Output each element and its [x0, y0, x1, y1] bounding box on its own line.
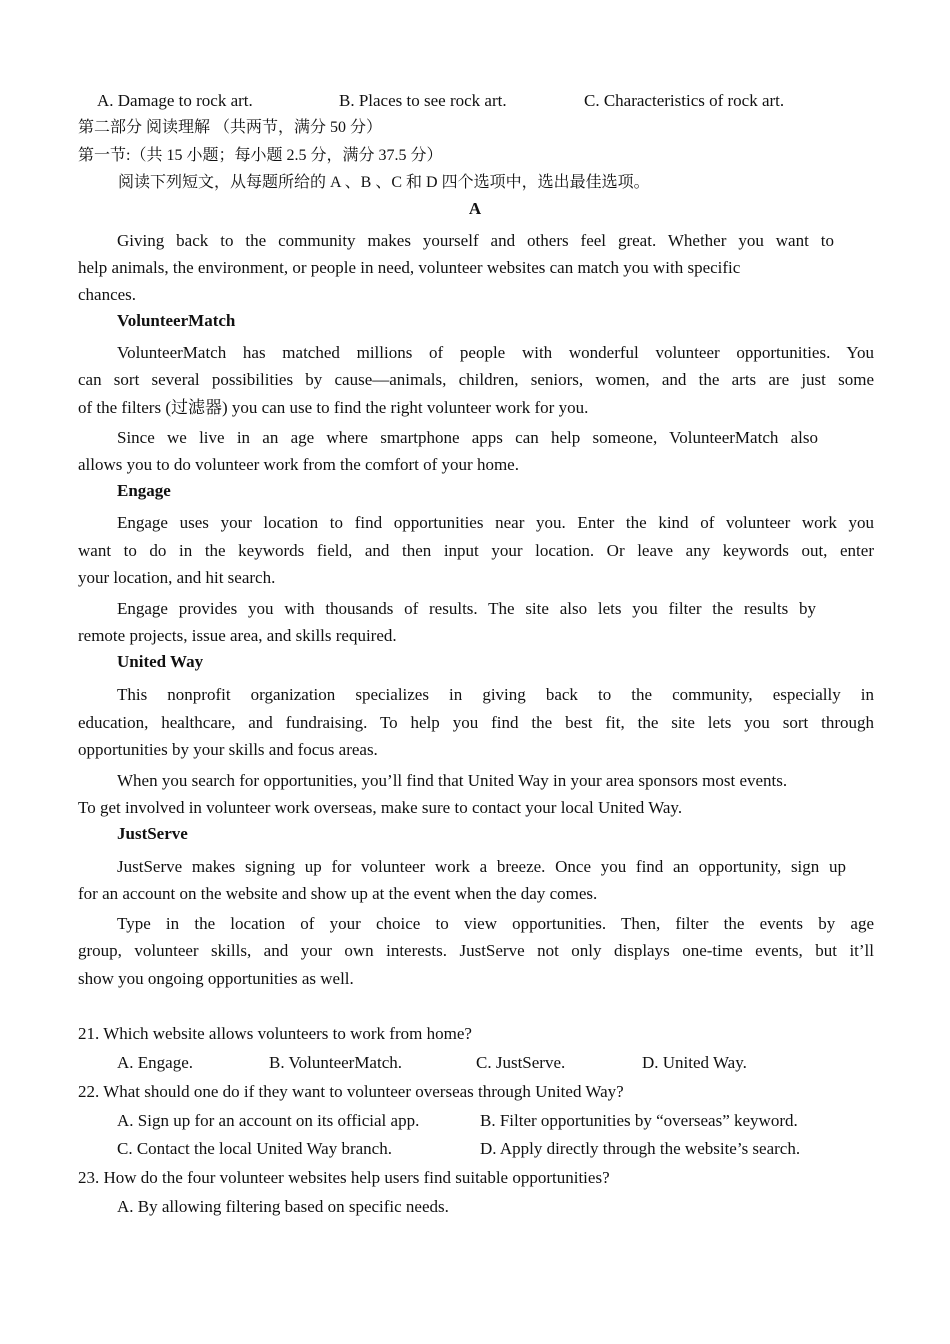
- section-title-united-way: United Way: [117, 652, 204, 671]
- question-21-option-b: B. VolunteerMatch.: [269, 1053, 402, 1072]
- instruction: 阅读下列短文，从每题所给的 A 、B 、C 和 D 四个选项中，选出最佳选项。: [118, 174, 650, 191]
- prev-option-a: A. Damage to rock art.: [97, 91, 253, 110]
- question-23-option-a: A. By allowing filtering based on specific needs.: [117, 1197, 449, 1216]
- engage-p1-line-1: Engage uses your location to find opportunities near you. Enter the kind of volunteer work you: [117, 513, 874, 532]
- section-title-engage: Engage: [117, 481, 171, 500]
- question-22-option-d: D. Apply directly through the website’s search.: [480, 1139, 801, 1158]
- part2-heading: 第二部分 阅读理解 （共两节，满分 50 分）: [78, 119, 383, 136]
- uw-p1-line-2: education, healthcare, and fundraising. To help you find the best fit, the site lets you sort through: [78, 713, 874, 732]
- js-p2-line-1: Type in the location of your choice to view opportunities. Then, filter the events by age: [117, 914, 874, 933]
- engage-p1-line-3: your location, and hit search.: [78, 568, 276, 587]
- vm-p2-line-2: allows you to do volunteer work from the comfort of your home.: [78, 455, 519, 474]
- engage-p1-line-2: want to do in the keywords field, and then input your location. Or leave any keywords out, enter: [78, 541, 874, 560]
- question-21-stem: 21. Which website allows volunteers to work from home?: [78, 1024, 472, 1043]
- vm-p2-line-1: Since we live in an age where smartphone apps can help someone, VolunteerMatch also: [117, 428, 818, 447]
- prev-option-b: B. Places to see rock art.: [339, 91, 507, 110]
- js-p1-line-1: JustServe makes signing up for volunteer work a breeze. Once you find an opportunity, sign up: [117, 857, 846, 876]
- js-p1-line-2: for an account on the website and show up at the event when the day comes.: [78, 884, 598, 903]
- intro-line-1: Giving back to the community makes yourself and others feel great. Whether you want to: [117, 231, 834, 250]
- engage-p2-line-2: remote projects, issue area, and skills required.: [78, 626, 397, 645]
- js-p2-line-3: show you ongoing opportunities as well.: [78, 969, 354, 988]
- question-21-option-a: A. Engage.: [117, 1053, 194, 1072]
- question-21-option-d: D. United Way.: [642, 1053, 747, 1072]
- uw-p2-line-2: To get involved in volunteer work overseas, make sure to contact your local United Way.: [78, 798, 683, 817]
- uw-p1-line-1: This nonprofit organization specializes in giving back to the community, especially in: [117, 685, 874, 704]
- engage-p2-line-1: Engage provides you with thousands of results. The site also lets you filter the results by: [117, 599, 816, 618]
- prev-option-c: C. Characteristics of rock art.: [584, 91, 785, 110]
- section-title-justserve: JustServe: [117, 824, 188, 843]
- uw-p2-line-1: When you search for opportunities, you’ll find that United Way in your area sponsors most events.: [117, 771, 788, 790]
- vm-p1-line-3: of the filters (过滤器) you can use to find the right volunteer work for you.: [78, 398, 589, 417]
- question-22-option-b: B. Filter opportunities by “overseas” keyword.: [480, 1111, 798, 1130]
- vm-p1-line-1: VolunteerMatch has matched millions of people with wonderful volunteer opportunities. You: [117, 343, 874, 362]
- js-p2-line-2: group, volunteer skills, and your own interests. JustServe not only displays one-time events, but it’ll: [78, 941, 874, 960]
- question-21-option-c: C. JustServe.: [476, 1053, 566, 1072]
- question-22-option-a: A. Sign up for an account on its official app.: [117, 1111, 420, 1130]
- question-23-stem: 23. How do the four volunteer websites help users find suitable opportunities?: [78, 1168, 610, 1187]
- uw-p1-line-3: opportunities by your skills and focus areas.: [78, 740, 378, 759]
- section1-heading: 第一节:（共 15 小题；每小题 2.5 分，满分 37.5 分）: [78, 147, 443, 164]
- intro-line-2: help animals, the environment, or people in need, volunteer websites can match you with specific: [78, 258, 741, 277]
- passage-label: A: [468, 199, 482, 218]
- question-22-option-c: C. Contact the local United Way branch.: [117, 1139, 392, 1158]
- intro-line-3: chances.: [78, 285, 137, 304]
- question-22-stem: 22. What should one do if they want to volunteer overseas through United Way?: [78, 1082, 624, 1101]
- vm-p1-line-2: can sort several possibilities by cause—animals, children, seniors, women, and the arts are just some: [78, 370, 874, 389]
- section-title-volunteermatch: VolunteerMatch: [117, 311, 236, 330]
